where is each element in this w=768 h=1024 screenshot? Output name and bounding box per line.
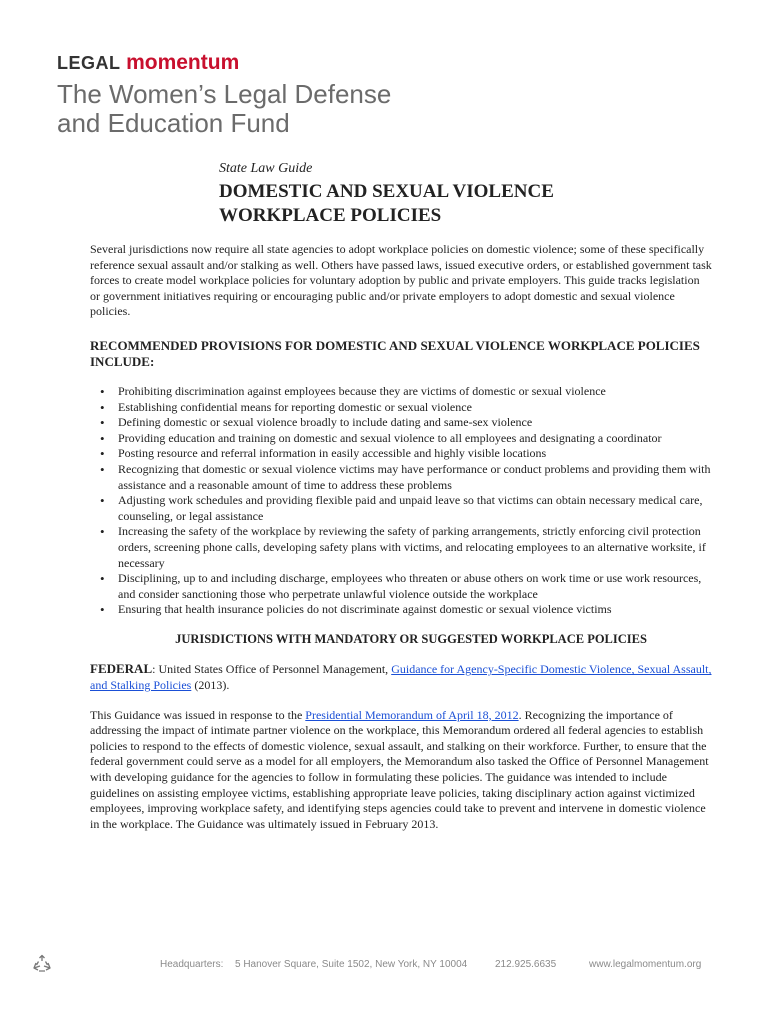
logo-wordmark xyxy=(57,50,457,76)
guidance-text-before: This Guidance was issued in response to the xyxy=(90,707,306,722)
provision-item: • Adjusting work schedules and providing flexible paid and unpaid leave so that victims can obtain necessary medical care, counseling, or legal assistance xyxy=(118,493,712,524)
provision-item: • Establishing confidential means for reporting domestic or sexual violence xyxy=(118,400,712,416)
footer-website[interactable]: www.legalmomentum.org xyxy=(589,959,702,970)
logo-tagline-line1: The Women’s Legal Defense xyxy=(57,79,392,109)
provision-item: • Ensuring that health insurance policies do not discriminate against domestic or sexual violence victims xyxy=(118,602,712,618)
provision-item: • Disciplining, up to and including discharge, employees who threaten or abuse others on work time or use work resources, and consider sanctioning those who perpetrate unlawful violence outside the workplace xyxy=(118,571,712,602)
provision-item: • Posting resource and referral information in easily accessible and highly visible locations xyxy=(118,446,712,462)
footer-phone: 212.925.6635 xyxy=(495,959,557,970)
federal-text-after: (2013). xyxy=(191,678,230,693)
recycle-icon xyxy=(32,954,52,974)
logo-legal-text: LEGAL xyxy=(57,53,121,73)
document-title-line2: WORKPLACE POLICIES xyxy=(219,205,442,226)
logo-tagline-line2: and Education Fund xyxy=(57,108,290,138)
logo-tagline xyxy=(57,80,457,138)
federal-label: FEDERAL xyxy=(90,661,153,677)
provision-item: • Increasing the safety of the workplace by reviewing the safety of parking arrangements, strictly enforcing civil protection orders, screening phone calls, developing safety plans with victims, and relocating employees to an alternative worksite, if necessary xyxy=(118,524,712,571)
federal-paragraph xyxy=(90,661,712,693)
jurisdictions-heading: JURISDICTIONS WITH MANDATORY OR SUGGESTED WORKPLACE POLICIES xyxy=(175,631,647,646)
document-title-line1: DOMESTIC AND SEXUAL VIOLENCE xyxy=(219,181,554,202)
document-title xyxy=(219,180,679,228)
provision-item: • Defining domestic or sexual violence broadly to include dating and same-sex violence xyxy=(118,415,712,431)
document-header xyxy=(219,160,679,228)
intro-paragraph: Several jurisdictions now require all state agencies to adopt workplace policies on domestic violence; some of these specifically reference sexual assault and/or stalking as well. Others have passed laws, issued executive orders, or established government task forces to create model workplace policies for voluntary adoption by public and private employers. This guide tracks legislation or government initiatives requiring or encouraging public and/or private employers to adopt domestic and sexual violence policies. xyxy=(90,242,712,319)
provision-item: • Providing education and training on domestic and sexual violence to all employees and designating a coordinator xyxy=(118,431,712,447)
presidential-memorandum-link[interactable]: Presidential Memorandum of April 18, 2012 xyxy=(305,707,519,722)
provision-item: • Recognizing that domestic or sexual violence victims may have performance or conduct problems and providing them with assistance and a reasonable amount of time to address these problems xyxy=(118,462,712,493)
guidance-link[interactable]: Guidance for Agency-Specific Domestic Violence, Sexual Assault, and Stalking Policies xyxy=(90,662,712,693)
footer xyxy=(0,957,768,977)
logo xyxy=(57,50,457,138)
guidance-paragraph xyxy=(90,708,712,833)
guidance-text-after: . Recognizing the importance of addressing the impact of intimate partner violence on the workplace, this Memorandum ordered all federal agencies to establish policies to respond to the effects of domestic violence, sexual assault, and stalking on their workforce. Further, to ensure that the federal government could serve as a model for all employers, the Memorandum also tasked the Office of Personnel Management with developing guidance for the agencies to follow in formulating these policies. The guidance was intended to include guidelines on assisting employee victims, establishing appropriate leave policies, taking disciplinary action against victimized employees, improving workplace safety, and identifying steps agencies could take to prevent and intervene in domestic violence in the workplace. The Guidance was ultimately issued in February 2013. xyxy=(90,707,709,831)
footer-hq-label: Headquarters: xyxy=(160,959,224,970)
document-body xyxy=(90,242,712,832)
federal-text-before: United States Office of Personnel Management, xyxy=(155,662,392,677)
provisions-list xyxy=(90,384,712,618)
federal-label-sep: : xyxy=(152,662,156,677)
logo-momentum-text: momentum xyxy=(126,51,240,74)
provision-item: • Prohibiting discrimination against employees because they are victims of domestic or sexual violence xyxy=(118,384,712,400)
guide-label: State Law Guide xyxy=(219,161,313,176)
recommended-provisions-heading: RECOMMENDED PROVISIONS FOR DOMESTIC AND SEXUAL VIOLENCE WORKPLACE POLICIES INCLUDE: xyxy=(90,337,700,369)
footer-address: 5 Hanover Square, Suite 1502, New York, NY 10004 xyxy=(235,959,468,970)
